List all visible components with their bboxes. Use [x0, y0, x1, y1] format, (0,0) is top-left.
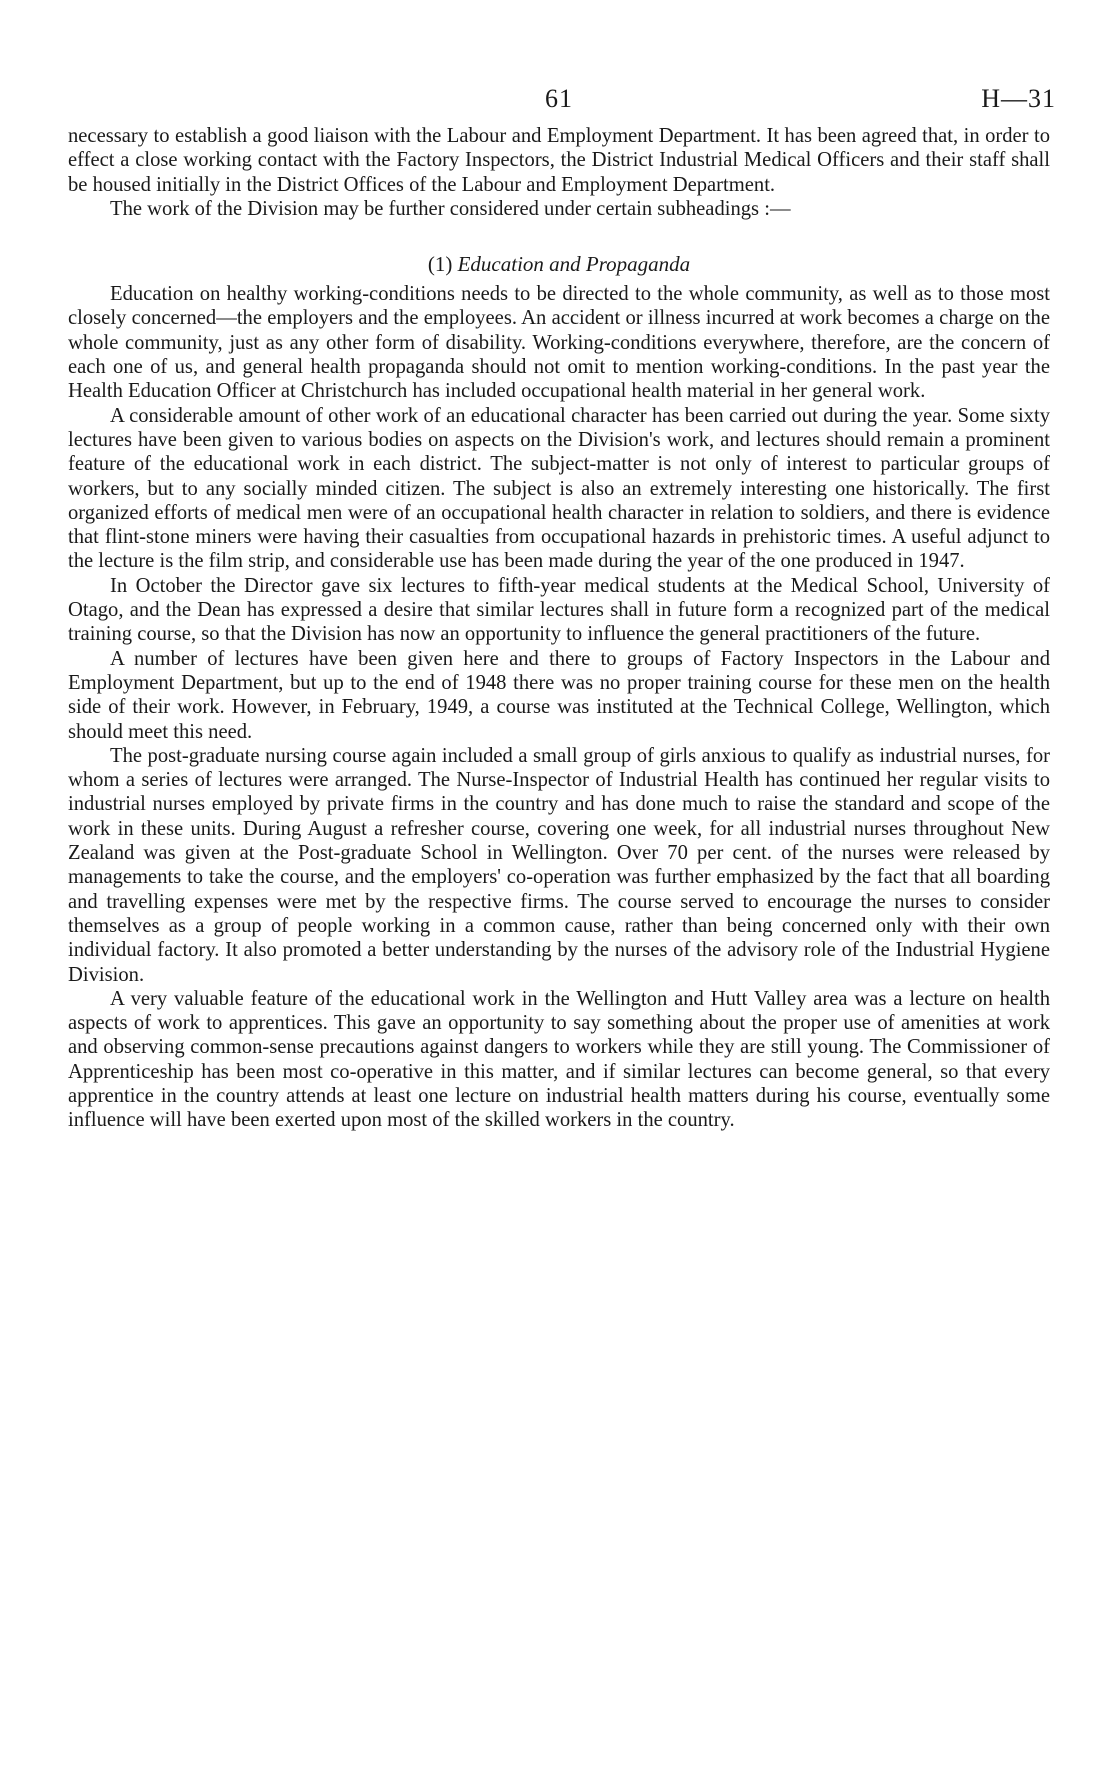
document-page [68, 84, 1056, 1133]
paragraph-subheadings-intro: The work of the Division may be further considered under certain subheadings :— [110, 197, 791, 220]
paragraph-continued: necessary to establish a good liaison with the Labour and Employment Department. It has been agreed that, in order to effect a close working contact with the Factory Inspectors, the District Industrial Medical Officers and their staff shall be housed initially in the District Offices of the Labour and Employment Department. [68, 125, 1050, 196]
page-header [68, 84, 1056, 124]
paragraph-medical-students: In October the Director gave six lectures to fifth-year medical students at the Medical School, University of Otago, and the Dean has expressed a desire that similar lectures shall in future form a recognized part of the medical training course, so that the Division has now an opportunity to influence the general practitioners of the future. [68, 574, 1050, 646]
paragraph-education-community: Education on healthy working-conditions needs to be directed to the whole community, as well as to those most closely concerned—the employers and the employees. An accident or illness incurred at work becomes a charge on the whole community, just as any other form of disability. Working-conditions everywhere, therefore, are the concern of each one of us, and general health propaganda should not omit to mention working-conditions. In the past year the Health Education Officer at Christchurch has included occupational health material in her general work. [68, 283, 1050, 403]
page-number: 61 [545, 84, 573, 113]
paragraph-apprentices: A very valuable feature of the educational work in the Wellington and Hutt Valley area was a lecture on health aspects of work to apprentices. This gave an opportunity to say something about the proper use of amenities at work and observing common-sense precautions against dangers to workers while they are still young. The Commissioner of Apprenticeship has been most co-operative in this matter, and if similar lectures can become general, so that every apprentice in the country attends at least one lecture on industrial health matters during his course, eventually some influence will have been exerted upon most of the skilled workers in the country. [68, 987, 1050, 1132]
section-number: (1) [427, 252, 453, 277]
document-code: H—31 [981, 84, 1056, 113]
paragraph-nursing-course: The post-graduate nursing course again included a small group of girls anxious to qualify as industrial nurses, for whom a series of lectures were arranged. The Nurse-Inspector of Industrial Health has continued her regular visits to industrial nurses employed by private firms in the country and has done much to raise the standard and scope of the work in these units. During August a refresher course, covering one week, for all industrial nurses throughout New Zealand was given at the Post-graduate School in Wellington. Over 70 per cent. of the nurses were released by managements to take the course, and the employers' co-operation was further emphasized by the fact that all boarding and travelling expenses were met by the respective firms. The course served to encourage the nurses to consider themselves as a group of people working in a common cause, rather than being concerned only with their own individual factory. It also promoted a better understanding by the nurses of the advisory role of the Industrial Hygiene Division. [68, 744, 1050, 986]
section-heading [68, 252, 1050, 276]
paragraph-lectures: A considerable amount of other work of an educational character has been carried out during the year. Some sixty lectures have been given to various bodies on aspects on the Division's work, and lectures should remain a prominent feature of the educational work in each district. The subject-matter is not only of interest to particular groups of workers, but to any socially minded citizen. The subject is also an extremely interesting one historically. The first organized efforts of medical men were of an occupational health character in relation to soldiers, and there is evidence that flint-stone miners were having their casualties from occupational hazards in prehistoric times. A useful adjunct to the lecture is the film strip, and considerable use has been made during the year of the one produced in 1947. [68, 404, 1050, 573]
body-text [68, 124, 1050, 1133]
paragraph-factory-inspectors: A number of lectures have been given here and there to groups of Factory Inspectors in the Labour and Employment Department, but up to the end of 1948 there was no proper training course for these men on the health side of their work. However, in February, 1949, a course was instituted at the Technical College, Wellington, which should meet this need. [68, 647, 1050, 743]
section-title: Education and Propaganda [457, 252, 691, 277]
